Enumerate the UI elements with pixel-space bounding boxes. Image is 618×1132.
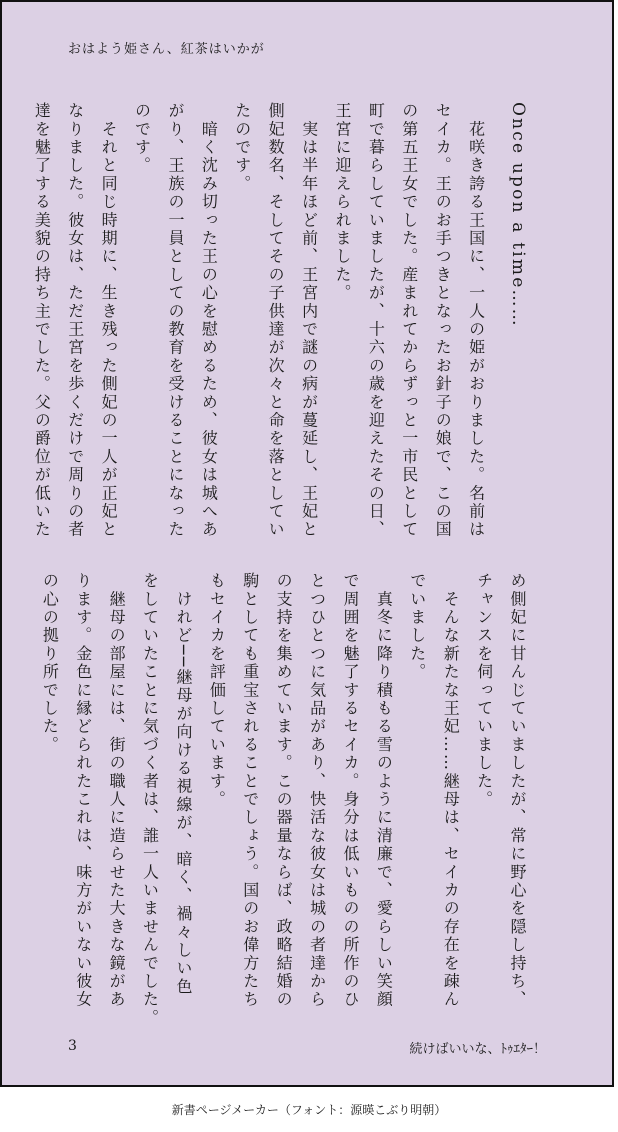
text-line: とつひとつに気品があり、快活な彼女は城の者達から (307, 572, 327, 1009)
page-number: 3 (68, 1038, 77, 1054)
text-line: Once upon a time…… (508, 102, 528, 328)
text-line: 実は半年ほど前、王宮内で謎の病が蔓延し、王妃と (299, 102, 319, 539)
text-line: 側妃数名、そしてその子供達が次々と命を落としてい (266, 102, 286, 539)
text-line: 真冬に降り積もる雪のように清廉で、愛らしい笑顔 (374, 572, 394, 1009)
text-line: チャンスを伺っていました。 (474, 572, 494, 809)
app-caption: 新書ページメーカー（フォント：源暎こぶり明朝） (171, 1103, 447, 1117)
text-line: もセイカを評価しています。 (207, 572, 227, 809)
text-line: それと同じ時期に、生き残った側妃の一人が正妃と (99, 102, 119, 539)
text-line: たのです。 (232, 102, 252, 193)
text-line: で周囲を魅了するセイカ。身分は低いものの所作のひ (340, 572, 360, 1009)
text-line: 継母の部屋には、街の職人に造らせた大きな鏡があ (107, 572, 127, 1009)
text-line: ります。金色に縁どられたこれは、味方がいない彼女 (73, 572, 93, 1009)
footer-note: 続けばいいな、ﾄｩｴﾀｰ！ (409, 1042, 546, 1057)
text-line: セイカ。王のお手つきとなったお針子の娘で、この国 (433, 102, 453, 539)
text-line: がり、王族の一員としての教育を受けることになった (165, 102, 185, 539)
text-block-top (25, 102, 534, 542)
page-header-title: おはよう姫さん、紅茶はいかが (68, 42, 265, 57)
text-line: 王宮に迎えられました。 (332, 102, 352, 303)
text-line: をしていたことに気づく者は、誰一人いませんでした。 (140, 572, 160, 1027)
text-line: のです。 (132, 102, 152, 175)
text-line: なりました。彼女は、ただ王宮を歩くだけで周りの者 (65, 102, 85, 539)
text-line: の心の拠り所でした。 (40, 572, 60, 754)
text-line: 町で暮らしていましたが、十六の歳を迎えたその日、 (366, 102, 386, 539)
text-line: 花咲き誇る王国に、一人の姫がおりました。名前は (466, 102, 486, 539)
text-line: 駒としても重宝されることでしょう。国のお偉方たち (240, 572, 260, 1009)
text-line: め側妃に甘んじていましたが、常に野心を隠し持ち、 (508, 572, 527, 1009)
text-line: の第五王女でした。産まれてからずっと一市民として (399, 102, 419, 539)
text-line: の支持を集めています。この器量ならば、政略結婚の (274, 572, 294, 1009)
text-line: 暗く沈み切った王の心を慰めるため、彼女は城へあ (199, 102, 219, 539)
text-line: そんな新たな王妃……継母は、セイカの存在を疎ん (441, 572, 461, 1009)
text-line: でいました。 (407, 572, 427, 682)
text-line: けれど──継母が向ける視線が、暗く、禍々しい色 (173, 572, 193, 997)
text-line: 達を魅了する美貌の持ち主でした。父の爵位が低いた (32, 102, 52, 539)
text-block-bottom (33, 572, 534, 1027)
